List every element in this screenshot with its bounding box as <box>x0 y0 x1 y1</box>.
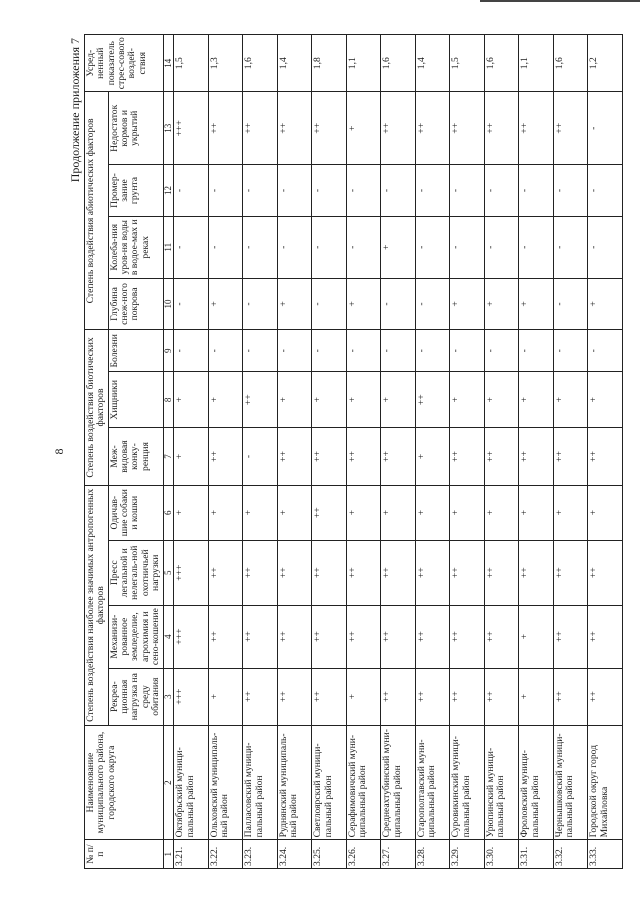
factor-rating: - <box>277 165 312 217</box>
factor-rating: - <box>312 216 347 278</box>
factor-rating: + <box>277 485 312 540</box>
row-number: 3.30. <box>484 840 519 869</box>
header-diseases: Болезни <box>108 330 163 372</box>
district-name: Среднеахтубинский муни-ципальный район <box>381 725 416 840</box>
district-name: Фроловский муници-пальный район <box>519 725 554 840</box>
row-number: 3.24. <box>277 840 312 869</box>
factor-rating: ++ <box>484 428 519 485</box>
header-hunting: Пресс легальной и нелегаль-ной охотничьей нагрузки <box>108 540 163 605</box>
stress-index-value: 1,3 <box>208 35 243 92</box>
factor-rating: + <box>174 485 209 540</box>
district-name: Палласовский муници-пальный район <box>243 725 278 840</box>
factor-rating: + <box>588 278 623 330</box>
factor-rating: ++ <box>484 540 519 605</box>
factor-rating: - <box>312 330 347 372</box>
factor-rating: ++ <box>208 428 243 485</box>
table-row <box>484 35 519 869</box>
header-anthro-group: Степень воздействия наиболее значимых антропогенных факторов <box>85 485 109 725</box>
table-row <box>588 35 623 869</box>
factor-rating: ++ <box>381 668 416 725</box>
factor-rating: ++ <box>277 605 312 668</box>
factor-rating: ++ <box>243 540 278 605</box>
header-snow-depth: Глубина снеж-ного покрова <box>108 278 163 330</box>
district-name: Чернышковский муници-пальный район <box>553 725 588 840</box>
district-name: Городской округ город Михайловка <box>588 725 623 840</box>
row-number: 3.32. <box>553 840 588 869</box>
column-number-row <box>163 35 174 869</box>
factor-rating: ++ <box>208 605 243 668</box>
header-name: Наименование муниципального района, городского округа <box>85 725 164 840</box>
factor-rating: ++ <box>381 540 416 605</box>
factor-rating: - <box>553 330 588 372</box>
factor-rating: + <box>346 372 381 428</box>
factor-rating: - <box>243 278 278 330</box>
factor-rating: ++ <box>381 428 416 485</box>
factor-rating: ++ <box>519 92 554 165</box>
factor-rating: ++ <box>381 605 416 668</box>
stress-factors-table <box>84 34 623 869</box>
factor-rating: - <box>346 165 381 217</box>
factor-rating: ++ <box>415 92 450 165</box>
factor-rating: + <box>484 278 519 330</box>
header-abiotic-group: Степень воздействия абиотических факторов <box>85 92 109 330</box>
district-name: Светлоярский муници-пальный район <box>312 725 347 840</box>
table-row <box>174 35 209 869</box>
factor-rating: + <box>277 278 312 330</box>
factor-rating: +++ <box>174 605 209 668</box>
factor-rating: ++ <box>553 428 588 485</box>
row-number: 3.25. <box>312 840 347 869</box>
factor-rating: ++ <box>450 668 485 725</box>
factor-rating: - <box>519 330 554 372</box>
factor-rating: ++ <box>415 605 450 668</box>
factor-rating: - <box>277 216 312 278</box>
factor-rating: ++ <box>346 540 381 605</box>
stress-index-value: 1,5 <box>174 35 209 92</box>
header-agriculture: Механизи-рованное земледелие, агрохимия и сено-кошение <box>108 605 163 668</box>
factor-rating: ++ <box>519 428 554 485</box>
factor-rating: ++ <box>243 372 278 428</box>
factor-rating: - <box>415 330 450 372</box>
factor-rating: ++ <box>553 605 588 668</box>
header-competition: Меж-видовая конку-ренция <box>108 428 163 485</box>
factor-rating: + <box>588 372 623 428</box>
table-row <box>381 35 416 869</box>
factor-rating: ++ <box>415 540 450 605</box>
factor-rating: - <box>484 165 519 217</box>
table-row <box>519 35 554 869</box>
factor-rating: - <box>208 165 243 217</box>
col-number: 1 <box>163 840 174 869</box>
col-number: 8 <box>163 372 174 428</box>
factor-rating: ++ <box>312 540 347 605</box>
header-predators: Хищники <box>108 372 163 428</box>
scan-edge-line <box>480 0 640 2</box>
factor-rating: ++ <box>312 485 347 540</box>
factor-rating: - <box>346 216 381 278</box>
factor-rating: - <box>174 165 209 217</box>
factor-rating: ++ <box>553 92 588 165</box>
factor-rating: + <box>243 485 278 540</box>
factor-rating: - <box>415 216 450 278</box>
factor-rating: ++ <box>415 668 450 725</box>
factor-rating: - <box>174 330 209 372</box>
factor-rating: ++ <box>381 92 416 165</box>
factor-rating: - <box>208 330 243 372</box>
factor-rating: - <box>312 278 347 330</box>
factor-rating: +++ <box>174 540 209 605</box>
table-row <box>553 35 588 869</box>
row-number: 3.22. <box>208 840 243 869</box>
factor-rating: - <box>243 330 278 372</box>
col-number: 3 <box>163 668 174 725</box>
factor-rating: + <box>346 278 381 330</box>
stress-index-value: 1,8 <box>312 35 347 92</box>
stress-index-value: 1,1 <box>519 35 554 92</box>
factor-rating: - <box>484 330 519 372</box>
factor-rating: ++ <box>346 428 381 485</box>
stress-index-value: 1,6 <box>484 35 519 92</box>
table-row <box>243 35 278 869</box>
factor-rating: - <box>243 216 278 278</box>
col-number: 10 <box>163 278 174 330</box>
stress-index-value: 1,4 <box>277 35 312 92</box>
col-number: 14 <box>163 35 174 92</box>
factor-rating: - <box>588 92 623 165</box>
stress-index-value: 1,5 <box>450 35 485 92</box>
row-number: 3.21. <box>174 840 209 869</box>
factor-rating: - <box>381 165 416 217</box>
col-number: 5 <box>163 540 174 605</box>
factor-rating: + <box>381 216 416 278</box>
factor-rating: - <box>484 216 519 278</box>
factor-rating: + <box>519 485 554 540</box>
district-name: Урюпинский муници-пальный район <box>484 725 519 840</box>
factor-rating: + <box>519 668 554 725</box>
factor-rating: + <box>553 485 588 540</box>
factor-rating: ++ <box>277 668 312 725</box>
row-number: 3.29. <box>450 840 485 869</box>
factor-rating: + <box>208 372 243 428</box>
factor-rating: ++ <box>588 428 623 485</box>
factor-rating: - <box>588 216 623 278</box>
stress-index-value: 1,1 <box>346 35 381 92</box>
factor-rating: - <box>588 330 623 372</box>
header-feral-animals: Одичав-шие собаки и кошки <box>108 485 163 540</box>
factor-rating: - <box>519 165 554 217</box>
factor-rating: + <box>346 668 381 725</box>
header-biotic-group: Степень воздействия биотических факторов <box>85 330 109 485</box>
factor-rating: - <box>553 216 588 278</box>
factor-rating: ++ <box>484 668 519 725</box>
factor-rating: - <box>381 278 416 330</box>
factor-rating: + <box>450 372 485 428</box>
factor-rating: + <box>553 372 588 428</box>
factor-rating: + <box>277 372 312 428</box>
factor-rating: + <box>484 485 519 540</box>
factor-rating: ++ <box>312 605 347 668</box>
factor-rating: ++ <box>243 668 278 725</box>
page-number: 8 <box>52 448 66 455</box>
row-number: 3.31. <box>519 840 554 869</box>
factor-rating: - <box>415 165 450 217</box>
col-number: 11 <box>163 216 174 278</box>
factor-rating: ++ <box>277 540 312 605</box>
factor-rating: + <box>174 428 209 485</box>
col-number: 2 <box>163 725 174 840</box>
stress-index-value: 1,6 <box>381 35 416 92</box>
factor-rating: ++ <box>277 428 312 485</box>
factor-rating: + <box>174 372 209 428</box>
factor-rating: ++ <box>208 92 243 165</box>
factor-rating: + <box>519 605 554 668</box>
district-name: Суровикинский муници-пальный район <box>450 725 485 840</box>
table-row <box>208 35 243 869</box>
header-result: Усред-ненный показатель стрес-сового воздей-ствия <box>85 35 164 92</box>
factor-rating: ++ <box>312 428 347 485</box>
factor-rating: + <box>415 428 450 485</box>
table-row <box>277 35 312 869</box>
district-name: Руднянский муниципаль-ный район <box>277 725 312 840</box>
rotated-page <box>52 34 622 869</box>
factor-rating: - <box>277 330 312 372</box>
factor-rating: + <box>208 278 243 330</box>
factor-rating: - <box>450 165 485 217</box>
factor-rating: ++ <box>553 668 588 725</box>
row-number: 3.26. <box>346 840 381 869</box>
continuation-caption: Продолжение приложения 7 <box>68 38 82 183</box>
table-row <box>312 35 347 869</box>
factor-rating: + <box>208 485 243 540</box>
factor-rating: + <box>381 485 416 540</box>
table-body <box>174 35 623 869</box>
factor-rating: - <box>553 165 588 217</box>
factor-rating: + <box>519 278 554 330</box>
factor-rating: + <box>450 485 485 540</box>
factor-rating: - <box>450 216 485 278</box>
col-number: 7 <box>163 428 174 485</box>
header-water-level: Колеба-ния уров-ня воды в водое-мах и реках <box>108 216 163 278</box>
col-number: 12 <box>163 165 174 217</box>
factor-rating: + <box>381 372 416 428</box>
factor-rating: ++ <box>450 605 485 668</box>
district-name: Октябрьский муници-пальный район <box>174 725 209 840</box>
factor-rating: - <box>174 216 209 278</box>
factor-rating: - <box>381 330 416 372</box>
factor-rating: - <box>312 165 347 217</box>
district-name: Старополтавский муни-ципальный район <box>415 725 450 840</box>
factor-rating: - <box>415 278 450 330</box>
col-number: 9 <box>163 330 174 372</box>
factor-rating: ++ <box>346 605 381 668</box>
factor-rating: - <box>174 278 209 330</box>
factor-rating: + <box>312 372 347 428</box>
factor-rating: ++ <box>312 92 347 165</box>
factor-rating: + <box>208 668 243 725</box>
factor-rating: ++ <box>588 668 623 725</box>
district-name: Ольховский муниципаль-ный район <box>208 725 243 840</box>
stress-index-value: 1,2 <box>588 35 623 92</box>
header-no: № п/п <box>85 840 164 869</box>
factor-rating: ++ <box>588 605 623 668</box>
factor-rating: + <box>519 372 554 428</box>
factor-rating: ++ <box>588 540 623 605</box>
factor-rating: - <box>450 330 485 372</box>
factor-rating: ++ <box>484 92 519 165</box>
factor-rating: ++ <box>208 540 243 605</box>
factor-rating: - <box>243 428 278 485</box>
row-number: 3.27. <box>381 840 416 869</box>
stress-index-value: 1,6 <box>243 35 278 92</box>
row-number: 3.23. <box>243 840 278 869</box>
factor-rating: + <box>346 92 381 165</box>
factor-rating: + <box>346 485 381 540</box>
row-number: 3.33. <box>588 840 623 869</box>
table-row <box>415 35 450 869</box>
header-recreation: Рекреа-ционная нагрузка на среду обитания <box>108 668 163 725</box>
factor-rating: ++ <box>415 372 450 428</box>
table-row <box>346 35 381 869</box>
header-ground-freezing: Промер-зание грунта <box>108 165 163 217</box>
factor-rating: + <box>484 372 519 428</box>
factor-rating: ++ <box>450 428 485 485</box>
factor-rating: +++ <box>174 668 209 725</box>
factor-rating: ++ <box>277 92 312 165</box>
factor-rating: - <box>553 278 588 330</box>
factor-rating: ++ <box>484 605 519 668</box>
factor-rating: ++ <box>519 540 554 605</box>
factor-rating: + <box>450 278 485 330</box>
factor-rating: ++ <box>243 605 278 668</box>
factor-rating: ++ <box>450 540 485 605</box>
col-number: 13 <box>163 92 174 165</box>
factor-rating: ++ <box>243 92 278 165</box>
factor-rating: ++ <box>553 540 588 605</box>
factor-rating: + <box>415 485 450 540</box>
factor-rating: +++ <box>174 92 209 165</box>
stress-index-value: 1,4 <box>415 35 450 92</box>
factor-rating: ++ <box>312 668 347 725</box>
factor-rating: + <box>588 485 623 540</box>
factor-rating: ++ <box>450 92 485 165</box>
factor-rating: - <box>519 216 554 278</box>
header-food-shortage: Недостаток кормов и укрытий <box>108 92 163 165</box>
factor-rating: - <box>588 165 623 217</box>
stress-index-value: 1,6 <box>553 35 588 92</box>
table-row <box>450 35 485 869</box>
col-number: 6 <box>163 485 174 540</box>
factor-rating: - <box>243 165 278 217</box>
district-name: Серафимовичский муни-ципальный район <box>346 725 381 840</box>
factor-rating: - <box>346 330 381 372</box>
factor-rating: - <box>208 216 243 278</box>
row-number: 3.28. <box>415 840 450 869</box>
col-number: 4 <box>163 605 174 668</box>
